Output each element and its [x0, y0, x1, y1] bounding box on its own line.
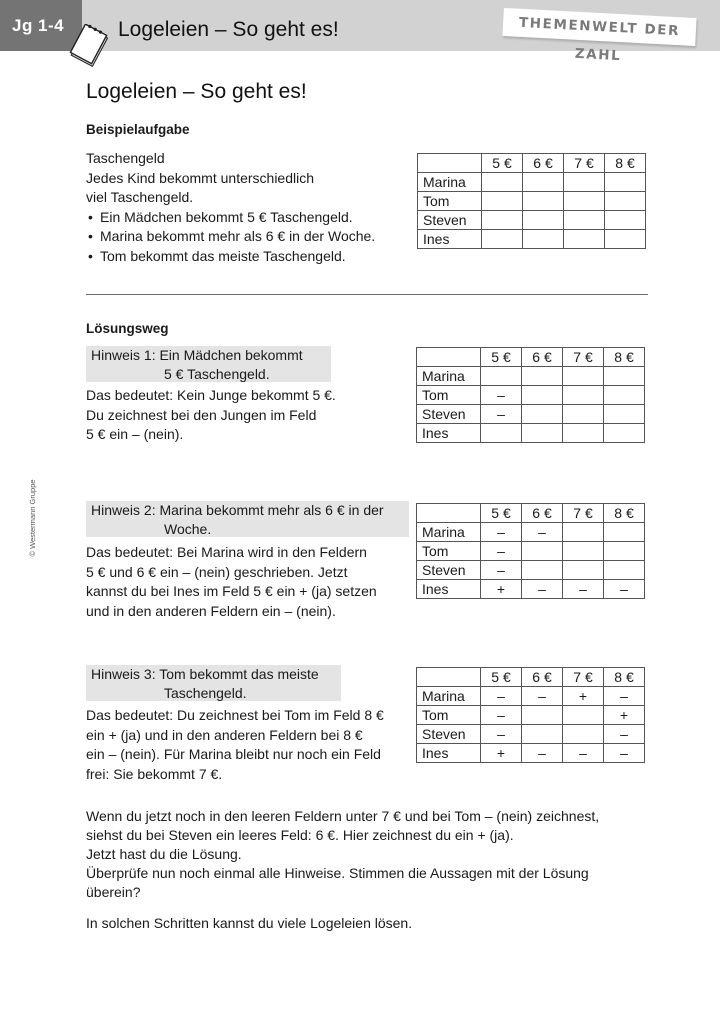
grid-cell[interactable]: –	[522, 523, 563, 542]
column-header: 6 €	[522, 668, 563, 687]
hint-3-line2: Taschengeld.	[164, 684, 247, 701]
row-name: Tom	[417, 706, 481, 725]
row-name: Tom	[417, 386, 481, 405]
grid-cell[interactable]: +	[563, 687, 604, 706]
hint-1-box	[86, 346, 331, 382]
grid-cell[interactable]	[522, 367, 563, 386]
explanation-line: Das bedeutet: Du zeichnest bei Tom im Feld 8 €	[86, 707, 384, 723]
explanation-line: Du zeichnest bei den Jungen im Feld	[86, 406, 317, 423]
hint-3-line1: Hinweis 3: Tom bekommt das meiste	[91, 666, 319, 682]
explanation-line: kannst du bei Ines im Feld 5 € ein + (ja) setzen	[86, 583, 377, 599]
example-text	[86, 149, 375, 266]
row-name: Marina	[418, 173, 482, 192]
row-name: Tom	[417, 542, 481, 561]
grid-cell[interactable]	[522, 424, 563, 443]
logic-grid-empty	[417, 153, 646, 249]
grid-cell[interactable]	[523, 192, 564, 211]
column-header: 6 €	[523, 154, 564, 173]
grid-cell[interactable]	[564, 173, 605, 192]
copyright-notice: © Westermann Gruppe	[28, 479, 37, 557]
grid-cell[interactable]	[522, 706, 563, 725]
row-name: Ines	[418, 230, 482, 249]
row-name: Ines	[417, 580, 481, 599]
grid-cell[interactable]: –	[481, 405, 522, 424]
explanation-line: Das bedeutet: Bei Marina wird in den Feldern	[86, 544, 367, 560]
grid-cell[interactable]	[481, 367, 522, 386]
grid-cell[interactable]: –	[563, 580, 604, 599]
row-name: Marina	[417, 523, 481, 542]
hint-2-line2: Woche.	[164, 520, 212, 537]
grid-cell[interactable]: +	[481, 744, 522, 763]
example-heading: Beispielaufgabe	[86, 122, 190, 137]
row-name: Ines	[417, 424, 481, 443]
explanation-line: ein + (ja) und in den anderen Feldern bei 8 €	[86, 726, 363, 743]
grid-cell[interactable]: –	[604, 725, 645, 744]
grid-cell[interactable]	[563, 424, 604, 443]
grid-cell[interactable]	[605, 192, 646, 211]
conclusion-line: überein?	[86, 884, 141, 900]
grid-cell[interactable]	[564, 230, 605, 249]
row-name: Steven	[417, 725, 481, 744]
conclusion-line: Wenn du jetzt noch in den leeren Feldern unter 7 € und bei Tom – (nein) zeichnest,	[86, 808, 600, 824]
grid-cell[interactable]	[563, 386, 604, 405]
grid-cell[interactable]: –	[481, 523, 522, 542]
explanation-line: 5 € ein – (nein).	[86, 426, 184, 442]
column-header: 5 €	[481, 504, 522, 523]
grid-cell[interactable]	[523, 173, 564, 192]
grid-cell[interactable]	[482, 211, 523, 230]
corner-cell	[417, 348, 481, 367]
grid-cell[interactable]	[482, 173, 523, 192]
notepad-icon	[68, 24, 108, 70]
hint-3-explanation	[86, 706, 384, 784]
row-name: Steven	[418, 211, 482, 230]
grid-cell[interactable]: +	[604, 706, 645, 725]
conclusion-line: Überprüfe nun noch einmal alle Hinweise. Stimmen die Aussagen mit der Lösung	[86, 865, 589, 881]
grid-cell[interactable]	[604, 405, 645, 424]
grid-cell[interactable]	[481, 424, 522, 443]
conclusion-line: siehst du bei Steven ein leeres Feld: 6 €. Hier zeichnest du ein + (ja).	[86, 827, 514, 843]
conclusion-text	[86, 807, 599, 902]
grid-cell[interactable]	[564, 211, 605, 230]
row-name: Tom	[418, 192, 482, 211]
grid-cell[interactable]	[522, 386, 563, 405]
hint-2-line1: Hinweis 2: Marina bekommt mehr als 6 € in der	[91, 502, 384, 518]
corner-cell	[417, 504, 481, 523]
corner-cell	[417, 668, 481, 687]
grid-cell[interactable]	[604, 542, 645, 561]
column-header: 5 €	[481, 668, 522, 687]
grid-cell[interactable]	[523, 230, 564, 249]
column-header: 7 €	[564, 154, 605, 173]
explanation-line: ein – (nein). Für Marina bleibt nur noch ein Feld	[86, 746, 381, 762]
grid-cell[interactable]: –	[522, 687, 563, 706]
section-divider	[86, 294, 648, 295]
closing-text: In solchen Schritten kannst du viele Logeleien lösen.	[86, 915, 413, 931]
explanation-line: 5 € und 6 € ein – (nein) geschrieben. Jetzt	[86, 563, 348, 580]
logic-grid-hint-1	[416, 347, 645, 443]
grid-cell[interactable]: –	[604, 687, 645, 706]
brand-label: THEMENWELT DER ZAHL	[502, 8, 696, 46]
grid-cell[interactable]	[522, 561, 563, 580]
grade-badge: Jg 1-4	[0, 0, 82, 51]
grid-cell[interactable]: –	[481, 386, 522, 405]
column-header: 7 €	[563, 668, 604, 687]
grid-cell[interactable]: –	[481, 542, 522, 561]
grid-cell[interactable]	[563, 405, 604, 424]
grid-cell[interactable]: –	[604, 744, 645, 763]
column-header: 5 €	[482, 154, 523, 173]
grid-cell[interactable]	[563, 367, 604, 386]
grid-cell[interactable]: –	[522, 744, 563, 763]
example-bullet: • Marina bekommt mehr als 6 € in der Woche.	[86, 227, 375, 247]
grid-cell[interactable]	[605, 230, 646, 249]
column-header: 6 €	[522, 504, 563, 523]
corner-cell	[418, 154, 482, 173]
grid-cell[interactable]	[604, 386, 645, 405]
example-bullet: • Tom bekommt das meiste Taschengeld.	[86, 247, 375, 267]
grid-cell[interactable]	[604, 561, 645, 580]
row-name: Marina	[417, 687, 481, 706]
hint-3-box	[86, 665, 341, 701]
hint-1-explanation	[86, 386, 336, 445]
row-name: Ines	[417, 744, 481, 763]
grid-cell[interactable]	[563, 523, 604, 542]
column-header: 8 €	[605, 154, 646, 173]
grid-cell[interactable]: –	[481, 725, 522, 744]
explanation-line: und in den anderen Feldern ein – (nein).	[86, 602, 336, 619]
grid-cell[interactable]	[605, 211, 646, 230]
column-header: 8 €	[604, 668, 645, 687]
grid-cell[interactable]	[522, 725, 563, 744]
row-name: Steven	[417, 405, 481, 424]
column-header: 7 €	[563, 348, 604, 367]
explanation-line: Das bedeutet: Kein Junge bekommt 5 €.	[86, 387, 336, 403]
example-line: Taschengeld	[86, 150, 165, 166]
hint-1-line1: Hinweis 1: Ein Mädchen bekommt	[91, 347, 303, 363]
column-header: 8 €	[604, 504, 645, 523]
grid-cell[interactable]	[604, 523, 645, 542]
hint-2-box	[86, 501, 409, 537]
grid-cell[interactable]	[482, 230, 523, 249]
grid-cell[interactable]	[523, 211, 564, 230]
row-name: Marina	[417, 367, 481, 386]
grid-cell[interactable]	[563, 706, 604, 725]
conclusion-line: Jetzt hast du die Lösung.	[86, 846, 242, 862]
hint-1-line2: 5 € Taschengeld.	[164, 365, 270, 382]
grid-cell[interactable]: +	[481, 580, 522, 599]
grid-cell[interactable]: –	[481, 706, 522, 725]
example-bullet: • Ein Mädchen bekommt 5 € Taschengeld.	[86, 208, 375, 228]
grid-cell[interactable]	[482, 192, 523, 211]
grid-cell[interactable]	[563, 542, 604, 561]
grid-cell[interactable]	[604, 367, 645, 386]
solution-heading: Lösungsweg	[86, 321, 169, 336]
grid-cell[interactable]: –	[481, 561, 522, 580]
grid-cell[interactable]	[563, 725, 604, 744]
explanation-line: frei: Sie bekommt 7 €.	[86, 765, 223, 782]
grid-cell[interactable]	[604, 424, 645, 443]
grid-cell[interactable]	[522, 542, 563, 561]
column-header: 6 €	[522, 348, 563, 367]
grid-cell[interactable]: –	[522, 580, 563, 599]
grid-cell[interactable]	[522, 405, 563, 424]
row-name: Steven	[417, 561, 481, 580]
logic-grid-hint-2	[416, 503, 645, 599]
header-title: Logeleien – So geht es!	[118, 18, 339, 41]
hint-2-explanation	[86, 543, 377, 621]
column-header: 8 €	[604, 348, 645, 367]
example-line: Jedes Kind bekommt unterschiedlich	[86, 169, 315, 186]
grid-cell[interactable]	[605, 173, 646, 192]
grid-cell[interactable]	[563, 561, 604, 580]
column-header: 7 €	[563, 504, 604, 523]
grid-cell[interactable]: –	[481, 687, 522, 706]
grid-cell[interactable]: –	[563, 744, 604, 763]
grid-cell[interactable]	[564, 192, 605, 211]
grid-cell[interactable]: –	[604, 580, 645, 599]
column-header: 5 €	[481, 348, 522, 367]
page-title: Logeleien – So geht es!	[86, 80, 307, 103]
example-line: viel Taschengeld.	[86, 189, 194, 205]
logic-grid-hint-3	[416, 667, 645, 763]
